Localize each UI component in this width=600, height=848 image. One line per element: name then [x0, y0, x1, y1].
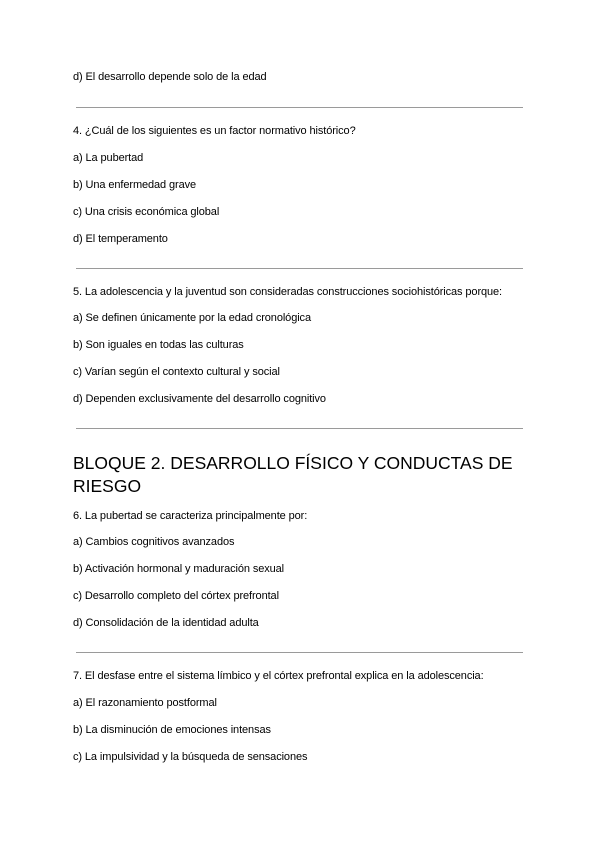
divider: [76, 428, 523, 429]
option-6a: a) Cambios cognitivos avanzados: [73, 536, 235, 548]
divider: [76, 268, 523, 269]
option-6d: d) Consolidación de la identidad adulta: [73, 617, 259, 629]
option-7a: a) El razonamiento postformal: [73, 697, 217, 709]
question-6: 6. La pubertad se caracteriza principalmente por:: [73, 510, 308, 522]
option-5b: b) Son iguales en todas las culturas: [73, 339, 244, 351]
question-5: 5. La adolescencia y la juventud son consideradas construcciones sociohistóricas porque:: [73, 286, 503, 298]
option-7b: b) La disminución de emociones intensas: [73, 724, 271, 736]
section-heading-line-1: BLOQUE 2. DESARROLLO FÍSICO Y CONDUCTAS DE: [73, 453, 513, 473]
option-4a: a) La pubertad: [73, 152, 144, 164]
question-7: 7. El desfase entre el sistema límbico y el córtex prefrontal explica en la adolescencia:: [73, 670, 484, 682]
section-heading-bloque-2: [73, 452, 533, 498]
option-6c: c) Desarrollo completo del córtex prefrontal: [73, 590, 279, 602]
option-4c: c) Una crisis económica global: [73, 206, 220, 218]
option-4b: b) Una enfermedad grave: [73, 179, 197, 191]
option-7c: c) La impulsividad y la búsqueda de sensaciones: [73, 751, 308, 763]
option-4d: d) El temperamento: [73, 233, 168, 245]
option-5d: d) Dependen exclusivamente del desarrollo cognitivo: [73, 393, 326, 405]
divider: [76, 107, 523, 108]
option-5c: c) Varían según el contexto cultural y social: [73, 366, 280, 378]
option-6b: b) Activación hormonal y maduración sexual: [73, 563, 285, 575]
question-4: 4. ¿Cuál de los siguientes es un factor normativo histórico?: [73, 125, 356, 137]
option-3d: d) El desarrollo depende solo de la edad: [73, 71, 267, 83]
option-5a: a) Se definen únicamente por la edad cronológica: [73, 312, 311, 324]
divider: [76, 652, 523, 653]
section-heading-line-2: RIESGO: [73, 476, 142, 496]
